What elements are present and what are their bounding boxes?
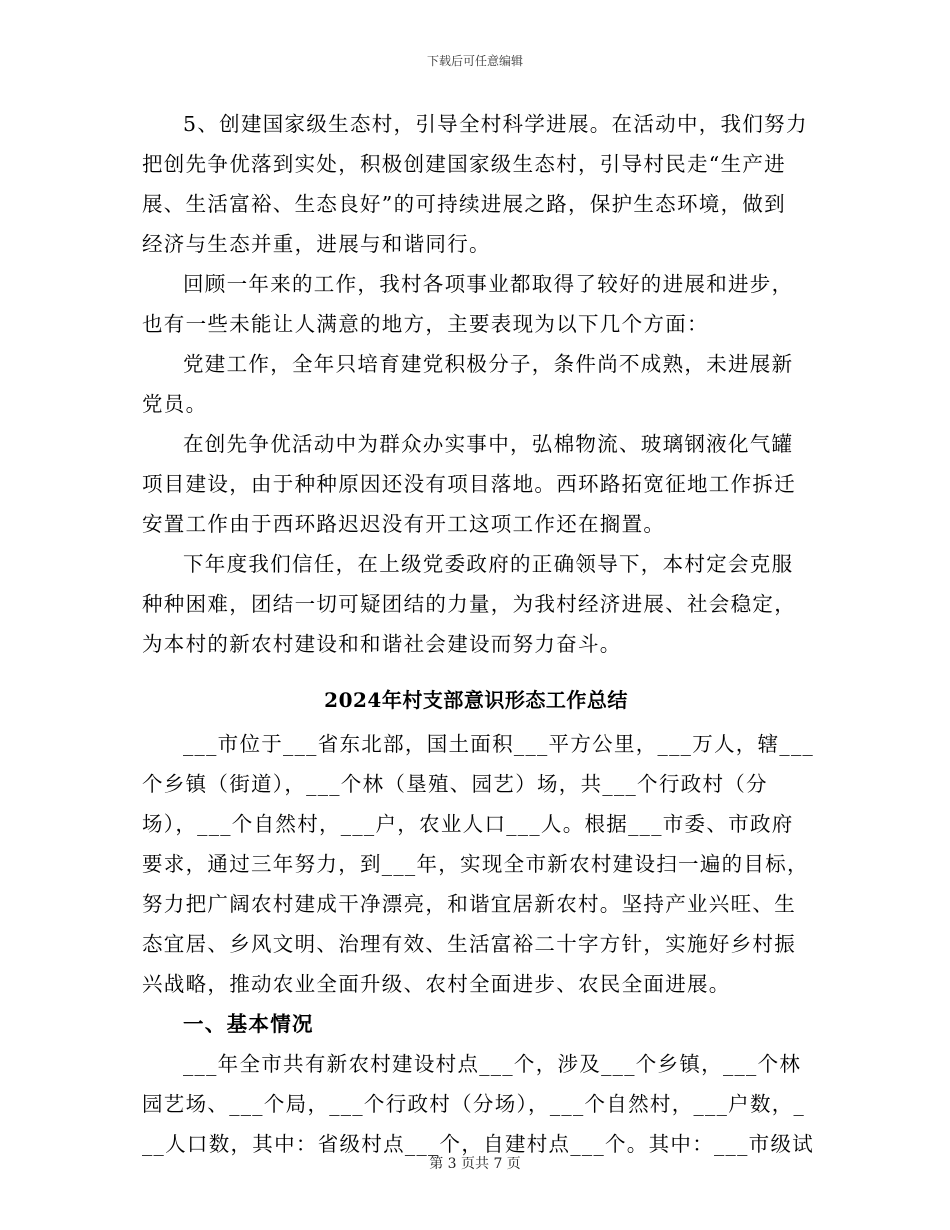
text-line: 回顾一年来的工作，我村各项事业都取得了较好的进展和进步， [183,272,794,296]
text-line: 个乡镇（街道），___个林（垦殖、园艺）场，共___个行政村（分 [142,772,768,796]
text-line: ___市位于___省东北部，国土面积___平方公里，___万人，辖___ [183,732,815,756]
text-line: 项目建设，由于种种原因还没有项目落地。西环路拓宽征地工作拆迁 [142,472,796,496]
paragraph-next-year [142,544,810,664]
text-line: 5、创建国家级生态村，引导全村科学进展。在活动中，我们努力 [183,112,808,136]
heading-basic-situation: 一、基本情况 [183,1012,314,1036]
paragraph-intro [142,724,815,1004]
text-line: ___年全市共有新农村建设村点___个，涉及___个乡镇，___个林 [183,1052,802,1076]
text-line: 场），___个自然村，___户，农业人口___人。根据___市委、市政府 [142,812,794,836]
text-line: 下年度我们信任，在上级党委政府的正确领导下，本村定会克服 [183,552,794,576]
text-line: 种种困难，团结一切可疑团结的力量，为我村经济进展、社会稳定， [142,592,796,616]
text-line: 安置工作由于西环路迟迟没有开工这项工作还在搁置。 [142,512,666,536]
text-line: __人口数，其中：省级村点___个，自建村点___个。其中：___市级试 [142,1132,815,1156]
paragraph-ecological-village [142,104,810,264]
text-line: 也有一些未能让人满意的地方，主要表现为以下几个方面： [142,312,709,336]
text-line: 为本村的新农村建设和和谐社会建设而努力奋斗。 [142,632,622,656]
text-line: 努力把广阔农村建成干净漂亮，和谐宜居新农村。坚持产业兴旺、生 [142,892,796,916]
text-line: 园艺场、___个局，___个行政村（分场），___个自然村，___户数，_ [142,1092,806,1116]
paragraph-basic [142,1044,815,1164]
text-line: 在创先争优活动中为群众办实事中，弘棉物流、玻璃钢液化气罐 [183,432,794,456]
page-header: 下载后可任意编辑 [426,54,523,68]
paragraph-party-building [142,344,810,424]
document-body [142,104,815,1164]
page-footer: 第 3 页共 7 页 [429,1156,521,1172]
section-title: 2024年村支部意识形态工作总结 [324,688,628,712]
text-line: 要求，通过三年努力，到___年，实现全市新农村建设扫一遍的目标， [142,852,809,876]
paragraph-projects [142,424,810,544]
text-line: 态宜居、乡风文明、治理有效、生活富裕二十字方针，实施好乡村振 [142,932,796,956]
text-line: 把创先争优落到实处，积极创建国家级生态村，引导村民走“生产进 [142,152,786,176]
text-line: 展、生活富裕、生态良好”的可持续进展之路，保护生态环境，做到 [142,192,786,216]
text-line: 党建工作，全年只培育建党积极分子，条件尚不成熟，未进展新 [183,352,794,376]
text-line: 经济与生态并重，进展与和谐同行。 [142,232,491,256]
text-line: 兴战略，推动农业全面升级、农村全面进步、农民全面进展。 [142,972,731,996]
paragraph-review [142,264,810,344]
text-line: 党员。 [142,392,208,416]
